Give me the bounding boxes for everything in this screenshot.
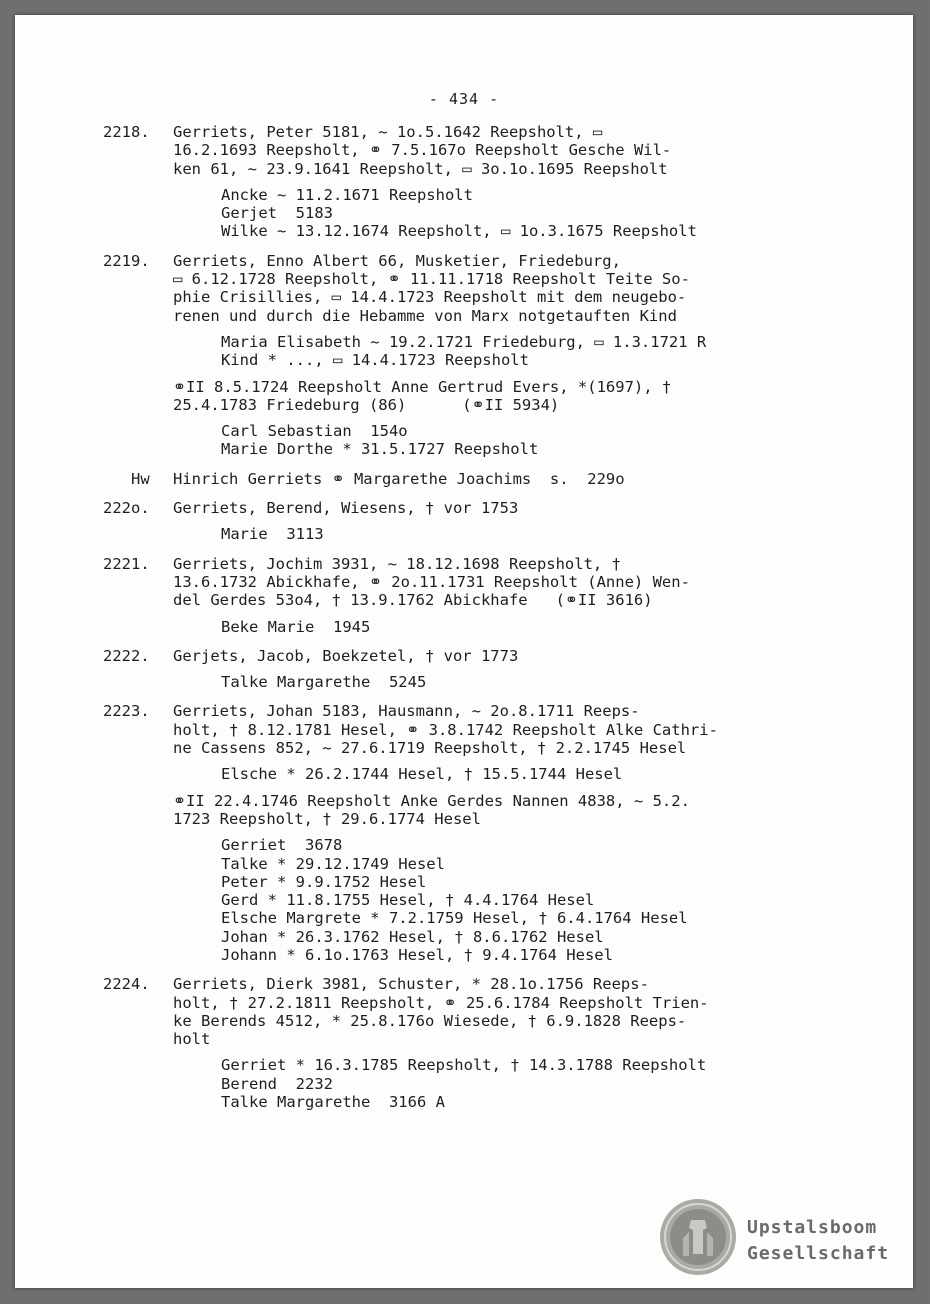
child-line: Johann * 6.1o.1763 Hesel, † 9.4.1764 Hesel [221, 945, 613, 964]
entry-line [103, 123, 823, 141]
entry-number: 2223. [103, 702, 150, 721]
entry-line: phie Crisillies, ▭ 14.4.1723 Reepsholt mit dem neugebo- [173, 288, 687, 307]
entry-line [103, 470, 823, 488]
register-entry [103, 975, 823, 1111]
entry-line: holt, † 8.12.1781 Hesel, ⚭ 3.8.1742 Reepsholt Alke Cathri- [173, 720, 718, 739]
child-line: Carl Sebastian 154o [221, 422, 408, 441]
register-entry [103, 555, 823, 636]
register-entry [103, 470, 823, 488]
child-line: Gerriet 3678 [221, 836, 343, 855]
entries-list [103, 123, 823, 1122]
entry-line: holt [173, 1030, 211, 1049]
brand-text [747, 1215, 889, 1267]
register-entry [103, 647, 823, 692]
entry-line: renen und durch die Hebamme von Marx notgetauften Kind [173, 306, 677, 325]
entry-line: ke Berends 4512, * 25.8.176o Wiesede, † 6.9.1828 Reeps- [173, 1011, 687, 1030]
entry-line [103, 499, 823, 517]
entry-text: Gerriets, Berend, Wiesens, † vor 1753 [173, 499, 519, 518]
entry-text: Gerriets, Dierk 3981, Schuster, * 28.1o.1756 Reeps- [173, 975, 649, 994]
entry-number: 2224. [103, 975, 150, 994]
child-line: Marie Dorthe * 31.5.1727 Reepsholt [221, 440, 539, 459]
entry-number: 222o. [103, 499, 150, 518]
child-line: Elsche * 26.2.1744 Hesel, † 15.5.1744 Hesel [221, 765, 623, 784]
entry-text: Gerriets, Jochim 3931, ~ 18.12.1698 Reepsholt, † [173, 554, 621, 573]
child-line: Maria Elisabeth ~ 19.2.1721 Friedeburg, ▭ 1.3.1721 R [221, 332, 707, 351]
entry-line: ken 61, ~ 23.9.1641 Reepsholt, ▭ 3o.1o.1695 Reepsholt [173, 159, 668, 178]
child-line: Gerriet * 16.3.1785 Reepsholt, † 14.3.1788 Reepsholt [221, 1056, 707, 1075]
entry-line: 16.2.1693 Reepsholt, ⚭ 7.5.167o Reepsholt Gesche Wil- [173, 141, 672, 160]
second-marriage-line: ⚭II 8.5.1724 Reepsholt Anne Gertrud Evers, *(1697), † [173, 377, 672, 396]
entry-number: 2218. [103, 123, 150, 141]
entry-line: ne Cassens 852, ~ 27.6.1719 Reepsholt, † 2.2.1745 Hesel [173, 739, 687, 758]
entry-text: Gerriets, Enno Albert 66, Musketier, Friedeburg, [173, 251, 621, 270]
brand-line-2: Gesellschaft [747, 1243, 890, 1264]
entry-number: 2221. [103, 554, 150, 573]
entry-text: Gerriets, Johan 5183, Hausmann, ~ 2o.8.1711 Reeps- [173, 702, 640, 721]
register-entry [103, 499, 823, 544]
seal-logo [659, 1198, 737, 1276]
entry-text: Gerriets, Peter 5181, ~ 1o.5.1642 Reepsholt, ▭ [173, 123, 603, 141]
entry-number: 2219. [103, 251, 150, 270]
second-marriage-line: 25.4.1783 Friedeburg (86) (⚭II 5934) [173, 395, 560, 414]
entry-text: Hinrich Gerriets ⚭ Margarethe Joachims s. 229o [173, 469, 625, 488]
child-line: Talke Margarethe 5245 [221, 673, 427, 692]
page-number: - 434 - [428, 90, 500, 108]
child-line: Ancke ~ 11.2.1671 Reepsholt [221, 185, 473, 204]
child-line: Gerd * 11.8.1755 Hesel, † 4.4.1764 Hesel [221, 891, 595, 910]
child-line: Kind * ..., ▭ 14.4.1723 Reepsholt [221, 351, 529, 370]
child-line: Berend 2232 [221, 1074, 333, 1093]
child-line: Gerjet 5183 [221, 204, 333, 223]
brand-line-1: Upstalsboom [747, 1217, 878, 1238]
child-line: Talke * 29.12.1749 Hesel [221, 854, 445, 873]
entry-line [103, 647, 823, 665]
entry-text: Gerjets, Jacob, Boekzetel, † vor 1773 [173, 646, 519, 665]
entry-line: holt, † 27.2.1811 Reepsholt, ⚭ 25.6.1784 Reepsholt Trien- [173, 993, 709, 1012]
entry-line: del Gerdes 53o4, † 13.9.1762 Abickhafe (⚭II 3616) [173, 591, 653, 610]
second-marriage-line: 1723 Reepsholt, † 29.6.1774 Hesel [173, 809, 481, 828]
entry-line [103, 975, 823, 993]
child-line: Peter * 9.9.1752 Hesel [221, 872, 427, 891]
child-line: Wilke ~ 13.12.1674 Reepsholt, ▭ 1o.3.1675 Reepsholt [221, 222, 697, 241]
document-page [15, 15, 913, 1288]
entry-number: 2222. [103, 646, 150, 665]
entry-line: ▭ 6.12.1728 Reepsholt, ⚭ 11.11.1718 Reepsholt Teite So- [173, 270, 690, 289]
child-line: Beke Marie 1945 [221, 617, 371, 636]
entry-line [103, 252, 823, 270]
child-line: Elsche Margrete * 7.2.1759 Hesel, † 6.4.1764 Hesel [221, 909, 688, 928]
child-line: Talke Margarethe 3166 A [221, 1093, 445, 1112]
child-line: Johan * 26.3.1762 Hesel, † 8.6.1762 Hesel [221, 927, 604, 946]
second-marriage-line: ⚭II 22.4.1746 Reepsholt Anke Gerdes Nannen 4838, ~ 5.2. [173, 791, 690, 810]
entry-number: Hw [131, 469, 150, 488]
entry-line [103, 555, 823, 573]
child-line: Marie 3113 [221, 525, 324, 544]
register-entry [103, 252, 823, 459]
register-entry [103, 702, 823, 964]
entry-line: 13.6.1732 Abickhafe, ⚭ 2o.11.1731 Reepsholt (Anne) Wen- [173, 572, 690, 591]
register-entry [103, 123, 823, 241]
entry-line [103, 702, 823, 720]
